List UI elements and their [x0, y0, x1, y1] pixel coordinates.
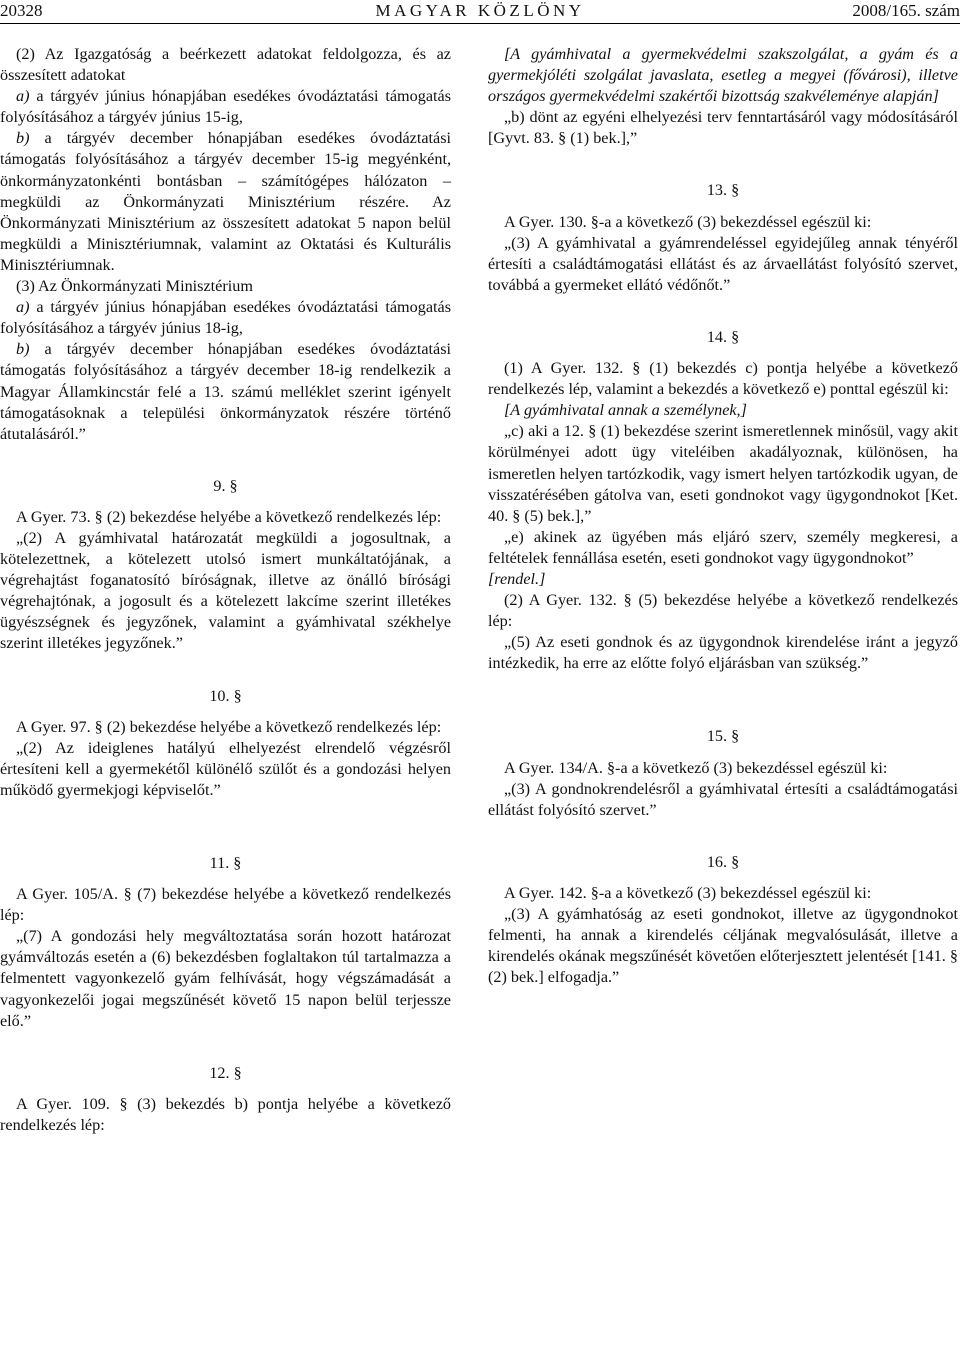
spacer	[488, 296, 958, 317]
paragraph: A Gyer. 130. §-a a következő (3) bekezdéssel egészül ki:	[504, 212, 872, 231]
point-mark: a)	[16, 87, 30, 106]
paragraph: A Gyer. 105/A. § (7) bekezdése helyébe a következő rendelkezés lép:	[0, 885, 451, 925]
point-text: a tárgyév december hónapjában esedékes óvodáztatási támogatás folyósításához a tárgyév december 15-ig megyénként, önkormányzatonkénti bontásban – számítógépes hálózaton – megküldi az Önkormányzati Minisztérium részére. Az Önkormányzati Minisztérium az összesített adatokat 5 napon belül megküldi a Minisztériumnak, valamint az Oktatási és Kulturális Minisztériumnak.	[0, 129, 451, 274]
section-heading: 16. §	[706, 852, 740, 871]
issue-number: 2008/165. szám	[852, 1, 960, 20]
page-header	[0, 0, 960, 22]
section-heading: 11. §	[209, 854, 242, 872]
point-mark: b)	[16, 340, 30, 359]
point-text: a tárgyév június hónapjában esedékes óvodáztatási támogatás folyósításához a tárgyév június 18-ig,	[0, 298, 451, 338]
paragraph: A Gyer. 73. § (2) bekezdése helyébe a következő rendelkezés lép:	[16, 507, 442, 526]
paragraph	[0, 128, 451, 276]
paragraph: (2) Az Igazgatóság a beérkezett adatokat feldolgozza, és az összesített adatokat	[0, 45, 451, 85]
paragraph: „(2) Az ideiglenes hatályú elhelyezést elrendelő végzésről értesíteni kell a gyermekétől különélő szülőt és a gondozási helyen működő gyermekjogi képviselőt.”	[0, 738, 451, 799]
spacer	[0, 445, 451, 466]
paragraph	[0, 86, 451, 128]
right-column	[488, 44, 958, 988]
paragraph: „(2) A gyámhivatal határozatát megküldi a jogosultnak, a kötelezettnek, a kötelezett utolsó ismert munkáltatójának, a végrehajtást foganatosító bíróságnak, illetve az önálló bírósági végrehajtónak, a jogosult és a kötelezett lakcíme szerint illetékes ügyészségnek és jegyzőnek, valamint a gyámhivatal székhelye szerint illetékes jegyzőnek.”	[0, 528, 451, 653]
paragraph: A Gyer. 134/A. §-a a következő (3) bekezdéssel egészül ki:	[504, 758, 888, 777]
section-heading: 9. §	[213, 476, 238, 495]
paragraph: „(3) A gyámhatóság az eseti gondnokot, illetve az ügygondnokot felmenti, ha annak a kirendelés céljának megvalósulását, illetve a kirendelés okának megszűnését követően előterjesztett jelentését [141. § (2) bek.] elfogadja.”	[488, 905, 958, 987]
paragraph: (2) A Gyer. 132. § (5) bekezdése helyébe a következő rendelkezés lép:	[488, 591, 958, 631]
point-text: a tárgyév június hónapjában esedékes óvodáztatási támogatás folyósításához a tárgyév június 15-ig,	[0, 87, 451, 127]
spacer	[0, 801, 451, 843]
paragraph: „c) aki a 12. § (1) bekezdése szerint ismeretlennek minősül, vagy akit körülményei adott ügy viteléiben akadályoznak, különösen, ha ismeretlen helyen tartózkodik, vagy ismert helyen tartózkodik ugyan, de visszatérésében gátolva van, eseti gondnokot vagy ügygondnokot [Ket. 40. § (5) bek.],”	[488, 422, 958, 525]
paragraph: A Gyer. 142. §-a a következő (3) bekezdéssel egészül ki:	[504, 883, 872, 902]
section-heading: 12. §	[209, 1063, 242, 1082]
spacer	[0, 655, 451, 676]
paragraph: „(7) A gondozási hely megváltoztatása során hozott határozat gyámváltozás esetén a (6) bekezdésben foglaltakon túl tartalmazza a felmentett vagyonkezelő gyám felhívását, hogy végszámadását a vagyonkezelői jogai megszűnését követő 15 napon belül terjessze elő.”	[0, 927, 451, 1030]
section-heading: 14. §	[706, 327, 740, 346]
header-rule	[0, 23, 960, 24]
point-mark: a)	[16, 298, 30, 317]
paragraph: [rendel.]	[488, 569, 546, 588]
paragraph	[0, 297, 451, 339]
spacer	[488, 821, 958, 842]
paragraph: „(3) A gyámhivatal a gyámrendeléssel egyidejűleg annak tényéről értesíti a családtámogatási ellátást és az árvaellátást folyósító szervet, továbbá a gyermeket ellátó védőnőt.”	[488, 233, 958, 294]
paragraph: [A gyámhivatal annak a személynek,]	[504, 401, 747, 420]
spacer	[488, 149, 958, 170]
paragraph: (3) Az Önkormányzati Minisztérium	[16, 277, 253, 296]
paragraph: „(3) A gondnokrendelésről a gyámhivatal értesíti a családtámogatási ellátást folyósító szervet.”	[488, 779, 958, 819]
paragraph: (1) A Gyer. 132. § (1) bekezdés c) pontja helyébe a következő rendelkezés lép, valamint a bekezdés a következő e) ponttal egészül ki:	[488, 359, 958, 399]
section-heading: 15. §	[706, 727, 740, 746]
paragraph: [A gyámhivatal a gyermekvédelmi szakszolgálat, a gyám és a gyermekjóléti szolgálat javaslata, esetleg a megyei (fővárosi), illetve országos gyermekvédelmi szakértői bizottság szakvéleménye alapján]	[488, 45, 958, 106]
paragraph: A Gyer. 97. § (2) bekezdése helyébe a következő rendelkezés lép:	[16, 717, 442, 736]
paragraph: „e) akinek az ügyében más eljáró szerv, személy megkeresi, a feltételek fennállása esetén, eseti gondnokot vagy ügygondnokot”	[488, 527, 958, 567]
journal-title: MAGYAR KÖZLÖNY	[375, 1, 585, 20]
spacer	[488, 674, 958, 716]
left-column	[0, 44, 451, 1136]
point-text: a tárgyév december hónapjában esedékes óvodáztatási támogatás folyósításához a tárgyév december 18-ig rendelkezik a Magyar Államkincstár felé a 13. számú melléklet szerint igényelt támogatásoknak a települési önkormányzatok részére történő átutalásáról.”	[0, 340, 451, 443]
paragraph	[0, 339, 451, 444]
point-mark: b)	[16, 129, 30, 148]
paragraph: „b) dönt az egyéni elhelyezési terv fenntartásáról vagy módosításáról [Gyvt. 83. § (1) bek.],”	[488, 108, 958, 148]
page-number: 20328	[0, 1, 43, 20]
paragraph: „(5) Az eseti gondnok és az ügygondnok kirendelése iránt a jegyző intézkedik, ha erre az előtte folyó eljárásban van szükség.”	[488, 633, 958, 673]
section-heading: 13. §	[706, 181, 740, 200]
spacer	[0, 1032, 451, 1053]
paragraph: A Gyer. 109. § (3) bekezdés b) pontja helyébe a következő rendelkezés lép:	[0, 1094, 451, 1134]
section-heading: 10. §	[209, 686, 242, 705]
